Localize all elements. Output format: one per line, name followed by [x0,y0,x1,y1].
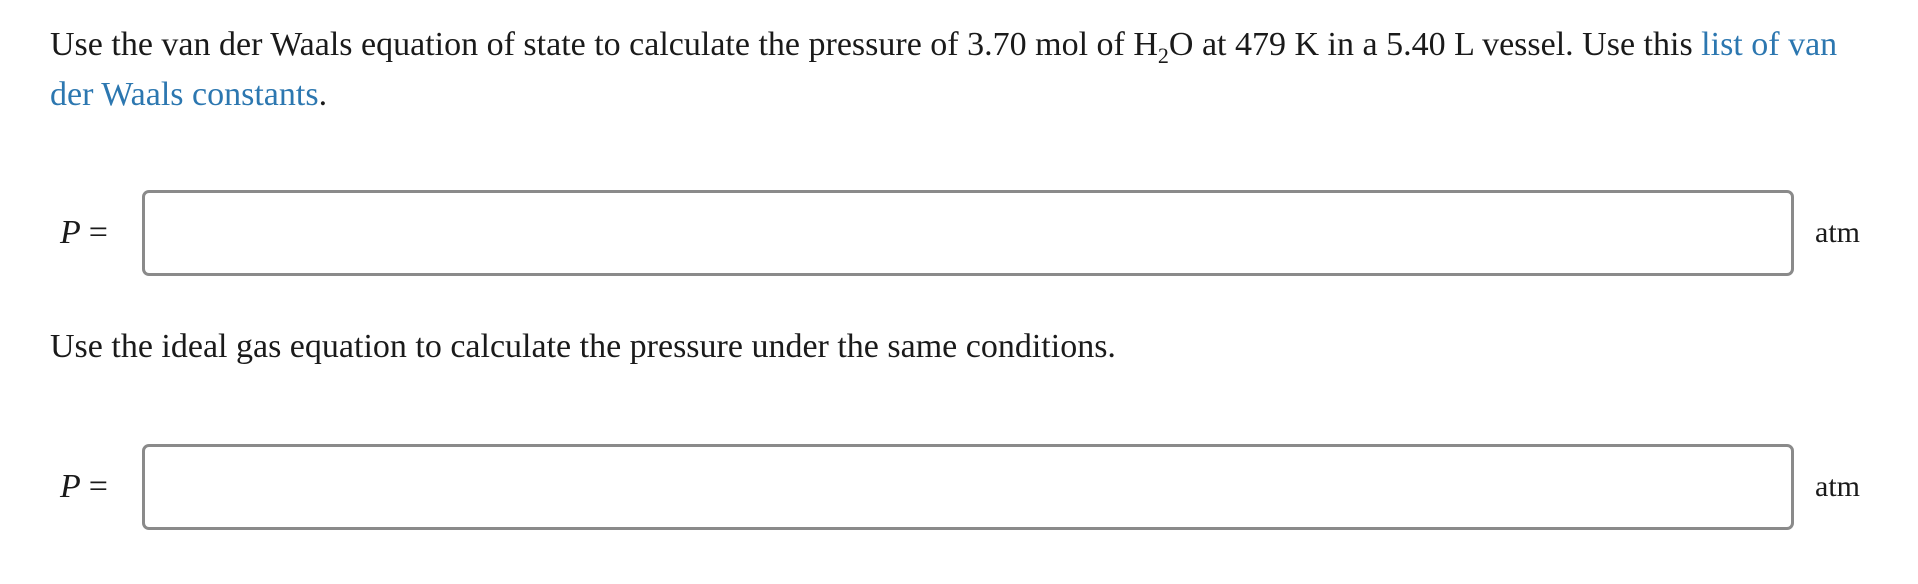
pressure-label [60,190,108,276]
question-ideal-gas: Use the ideal gas equation to calculate the pressure under the same conditions. [50,328,1116,365]
subscript-2: 2 [1157,43,1169,68]
question-text-middle: O at 479 K in a 5.40 L vessel. Use this [1168,26,1702,63]
unit-atm-label: atm [1815,216,1860,249]
unit-atm-label: atm [1815,470,1860,503]
answer-row-ideal-gas [50,444,1880,530]
question-text-start: Use the van der Waals equation of state to calculate the pressure of 3.70 mol of H [50,26,1158,63]
equals-sign: = [88,214,108,251]
pressure-variable: P [60,214,81,251]
van-der-waals-constants-link[interactable]: list of van der Waals constants [50,26,1838,113]
pressure-label [60,444,108,530]
problem-container [50,0,1880,505]
pressure-variable: P [60,468,81,505]
pressure-van-der-waals-input[interactable] [142,190,1794,276]
pressure-ideal-gas-input[interactable] [142,444,1794,530]
question-van-der-waals [50,0,1870,120]
question-text-end: . [318,76,328,113]
equals-sign: = [88,468,108,505]
answer-row-van-der-waals [50,190,1880,276]
